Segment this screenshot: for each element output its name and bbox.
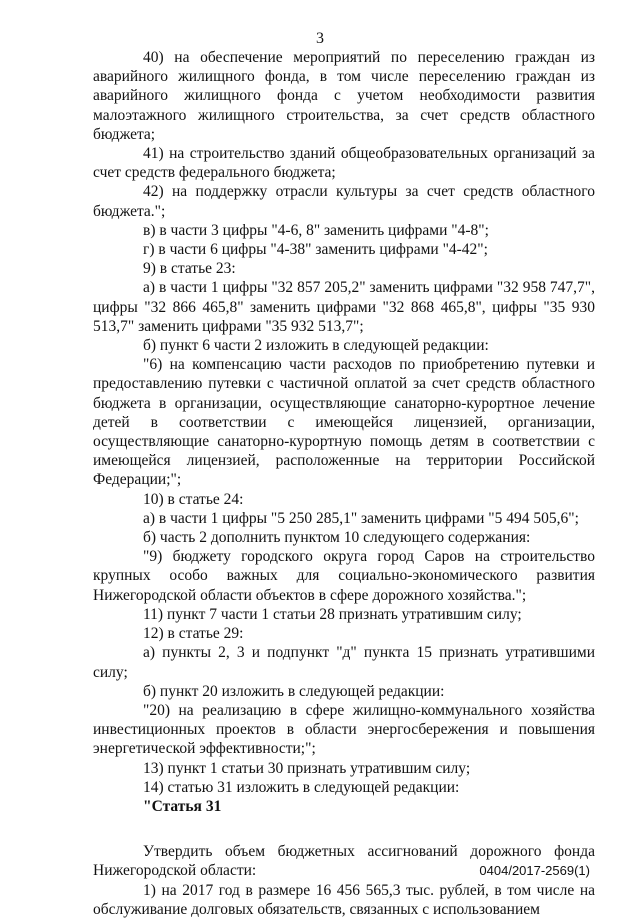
paragraph-item-10-b: б) часть 2 дополнить пунктом 10 следующего содержания: <box>143 529 531 547</box>
paragraph-item-41: 41) на строительство зданий общеобразовательных организаций за счет средств федерального бюджета; <box>93 145 595 182</box>
paragraph-item-9: 9) в статье 23: <box>143 260 236 278</box>
paragraph-item-11: 11) пункт 7 части 1 статьи 28 признать утратившим силу; <box>143 605 522 623</box>
paragraph-item-40: 40) на обеспечение мероприятий по переселению граждан из аварийного жилищного фонда, в том числе переселению граждан из аварийного жилищного фонда с учетом необходимости развития малоэтажного жилищного строительства, за счет средств областного бюджета; <box>93 49 595 143</box>
paragraph-gap <box>93 816 595 842</box>
paragraph-quote-20: "20) на реализацию в сфере жилищно-коммунального хозяйства инвестиционных проектов в области энергосбережения и повышения энергетической эффективности;"; <box>93 701 595 758</box>
paragraph-article-31-intro: Утвердить объем бюджетных ассигнований дорожного фонда Нижегородской области: <box>93 843 595 880</box>
paragraph-sub-v: в) в части 3 цифры "4-6, 8" заменить цифрами "4-8"; <box>143 221 489 239</box>
document-code: 0404/2017-2569(1) <box>479 863 590 878</box>
paragraph-item-13: 13) пункт 1 статьи 30 признать утратившим силу; <box>143 759 471 777</box>
paragraph-article-31-item-1: 1) на 2017 год в размере 16 456 565,3 тыс. рублей, в том числе на обслуживание долговых обязательств, связанных с использованием <box>93 881 595 918</box>
paragraph-item-12-b: б) пункт 20 изложить в следующей редакции: <box>143 682 445 700</box>
article-heading: "Статья 31 <box>143 797 222 815</box>
paragraph-item-9-b: б) пункт 6 части 2 изложить в следующей редакции: <box>143 337 489 355</box>
page-number: 3 <box>316 30 324 47</box>
paragraph-item-12-a: а) пункты 2, 3 и подпункт "д" пункта 15 признать утратившими силу; <box>93 644 595 681</box>
paragraph-item-10: 10) в статье 24: <box>143 490 244 508</box>
paragraph-item-10-a: а) в части 1 цифры "5 250 285,1" заменить цифрами "5 494 505,6"; <box>143 509 579 527</box>
paragraph-item-14: 14) статью 31 изложить в следующей редакции: <box>143 778 460 796</box>
document-body <box>93 48 595 919</box>
paragraph-quote-6: "6) на компенсацию части расходов по приобретению путевки и предоставлению путевки с частичной оплатой за счет средств областного бюджета в организации, осуществляющие санаторно-курортное лечение детей в соответствии с имеющейся лицензией, организации, осуществляющие санаторно-курортную помощь детям в соответствии с имеющейся лицензией, расположенные на территории Российской Федерации;"; <box>93 356 595 489</box>
paragraph-sub-g: г) в части 6 цифры "4-38" заменить цифрами "4-42"; <box>143 241 488 259</box>
paragraph-item-12: 12) в статье 29: <box>143 625 244 643</box>
paragraph-item-9-a: а) в части 1 цифры "32 857 205,2" заменить цифрами "32 958 747,7", цифры "32 866 465,8" заменить цифрами "32 868 465,8", цифры "35 930 513,7" заменить цифрами "35 932 513,7"; <box>93 279 595 335</box>
paragraph-item-42: 42) на поддержку отрасли культуры за счет средств областного бюджета."; <box>93 183 595 220</box>
paragraph-quote-9: "9) бюджету городского округа город Саров на строительство крупных особо важных для социально-экономического развития Нижегородской области объектов в сфере дорожного хозяйства."; <box>93 548 595 604</box>
